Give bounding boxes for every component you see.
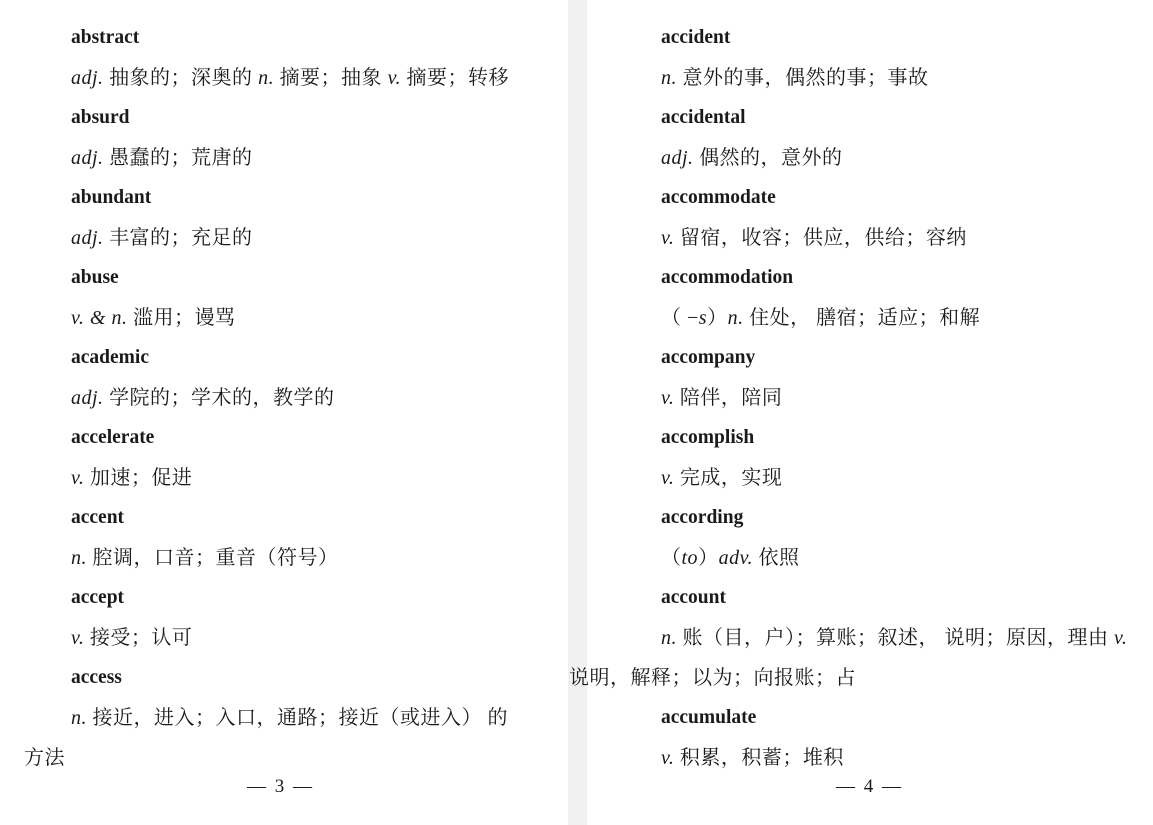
definition-text: 偶然的，意外的 bbox=[693, 147, 843, 169]
definition bbox=[24, 298, 568, 338]
definition bbox=[24, 138, 568, 178]
headword: abstract bbox=[71, 27, 140, 48]
preposition: to bbox=[681, 547, 699, 569]
part-of-speech: n. bbox=[727, 307, 744, 329]
definition-text: 留宿，收容；供应，供给；容纳 bbox=[674, 227, 967, 249]
part-of-speech: v. bbox=[661, 227, 675, 249]
part-of-speech: v. bbox=[71, 467, 85, 489]
headword: accommodation bbox=[661, 267, 794, 288]
part-of-speech: v. bbox=[387, 67, 401, 89]
right-page bbox=[569, 0, 1153, 825]
definition-text: 抽象的；深奥的 bbox=[103, 67, 259, 89]
part-of-speech: n. bbox=[71, 547, 87, 569]
plural-note-end: ） bbox=[707, 307, 728, 329]
part-of-speech: adj. bbox=[71, 147, 104, 169]
part-of-speech: adj. bbox=[71, 227, 104, 249]
part-of-speech: v. bbox=[661, 747, 675, 769]
definition-text: 学院的；学术的，教学的 bbox=[103, 387, 335, 409]
definition-text: 陪伴，陪同 bbox=[674, 387, 783, 409]
part-of-speech: v. & n. bbox=[71, 307, 128, 329]
definition bbox=[614, 138, 1153, 178]
definition-text: 腔调，口音；重音（符号） bbox=[87, 547, 339, 569]
part-of-speech: n. bbox=[71, 707, 87, 729]
definition bbox=[24, 58, 568, 98]
definition bbox=[614, 378, 1153, 418]
preposition-note-end: ） bbox=[698, 547, 719, 569]
definition-text: 完成，实现 bbox=[674, 467, 783, 489]
definition bbox=[24, 218, 568, 258]
definition-text: 摘要；抽象 bbox=[274, 67, 388, 89]
definition-text: 滥用；谩骂 bbox=[127, 307, 236, 329]
definition bbox=[24, 698, 568, 738]
page-number: — 4 — bbox=[836, 776, 903, 797]
definition-continuation: 方法 bbox=[24, 747, 65, 769]
definition-text: 依照 bbox=[752, 547, 800, 569]
plural-note: （ − bbox=[661, 307, 699, 329]
definition-text: 加速；促进 bbox=[84, 467, 193, 489]
definition bbox=[614, 58, 1153, 98]
part-of-speech: adj. bbox=[71, 67, 104, 89]
page-number: — 3 — bbox=[247, 776, 314, 797]
definition-text: 摘要；转移 bbox=[400, 67, 509, 89]
headword: accent bbox=[71, 507, 125, 528]
headword: academic bbox=[71, 347, 149, 368]
definition bbox=[24, 378, 568, 418]
headword: accelerate bbox=[71, 427, 155, 448]
definition-text: 接近，进入；入口，通路；接近（或进入） 的 bbox=[87, 707, 508, 729]
entry-list bbox=[569, 18, 1153, 778]
headword: accidental bbox=[661, 107, 746, 128]
headword: accomplish bbox=[661, 427, 755, 448]
definition bbox=[24, 538, 568, 578]
plural-suffix: s bbox=[698, 307, 708, 329]
definition-text: 丰富的；充足的 bbox=[103, 227, 253, 249]
definition-text: 意外的事，偶然的事；事故 bbox=[677, 67, 929, 89]
definition bbox=[24, 458, 568, 498]
headword: accommodate bbox=[661, 187, 776, 208]
part-of-speech: adj. bbox=[71, 387, 104, 409]
preposition-note: （ bbox=[661, 547, 682, 569]
headword: accident bbox=[661, 27, 731, 48]
part-of-speech: n. bbox=[258, 67, 275, 89]
headword: access bbox=[71, 667, 122, 688]
headword: accumulate bbox=[661, 707, 757, 728]
definition-text: 住处， 膳宿；适应；和解 bbox=[743, 307, 981, 329]
definition-text: 账（目，户）；算账；叙述， 说明；原因，理由 bbox=[677, 627, 1114, 649]
part-of-speech: n. bbox=[661, 67, 677, 89]
headword: abundant bbox=[71, 187, 152, 208]
definition-continuation: 说明，解释；以为；向报账；占 bbox=[569, 667, 856, 689]
part-of-speech: v. bbox=[661, 387, 675, 409]
definition-text: 积累，积蓄；堆积 bbox=[674, 747, 844, 769]
definition bbox=[614, 458, 1153, 498]
definition bbox=[614, 738, 1153, 778]
definition bbox=[24, 618, 568, 658]
part-of-speech: adv. bbox=[718, 547, 753, 569]
headword: according bbox=[661, 507, 744, 528]
definition bbox=[614, 618, 1153, 658]
headword: accept bbox=[71, 587, 125, 608]
definition bbox=[614, 538, 1153, 578]
definition bbox=[614, 218, 1153, 258]
part-of-speech: v. bbox=[661, 467, 675, 489]
headword: account bbox=[661, 587, 726, 608]
definition bbox=[614, 298, 1153, 338]
part-of-speech: v. bbox=[71, 627, 85, 649]
part-of-speech: n. bbox=[661, 627, 677, 649]
definition-text: 愚蠢的；荒唐的 bbox=[103, 147, 253, 169]
headword: abuse bbox=[71, 267, 119, 288]
definition-text: 接受；认可 bbox=[84, 627, 193, 649]
left-page bbox=[0, 0, 568, 825]
headword: accompany bbox=[661, 347, 756, 368]
part-of-speech: v. bbox=[1114, 627, 1128, 649]
part-of-speech: adj. bbox=[661, 147, 694, 169]
entry-list bbox=[24, 18, 568, 778]
headword: absurd bbox=[71, 107, 130, 128]
